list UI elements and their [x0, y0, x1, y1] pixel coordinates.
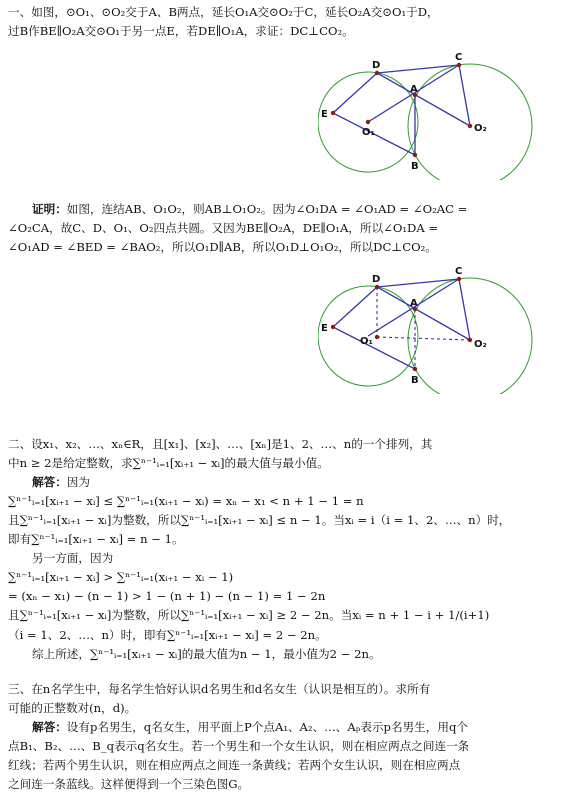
proof-line2: ∠O₂CA，故C、D、O₁、O₂四点共圆。又因为BE∥O₂A，DE∥O₁A，所以∠O₁DA =: [8, 221, 439, 235]
segment-o2-d: [377, 73, 470, 126]
answer2-line1: [8, 473, 560, 492]
label-b: B: [411, 375, 419, 386]
answer2-line2: ∑ⁿ⁻¹ᵢ₌₁[xᵢ₊₁ − xᵢ] ≤ ∑ⁿ⁻¹ᵢ₌₁(xᵢ₊₁ − xᵢ) = xₙ − x₁ < n + 1 − 1 = n: [8, 494, 364, 508]
point-o1: [375, 335, 379, 339]
problem2-line1: 二、设x₁、x₂、…、xₙ∈R，且[x₁]、[x₂]、…、[xₙ]是1、2、…、n的一个排列，其: [8, 437, 433, 451]
dashed-o1-o2: [377, 337, 470, 340]
label-o1: O₁: [360, 336, 373, 347]
point-c: [457, 277, 461, 281]
answer3-line4: 之间连一条蓝线。这样便得到一个三染色图G。: [8, 777, 250, 791]
answer2-text-1: 因为: [66, 475, 90, 489]
segment-d-e: [333, 287, 377, 327]
point-d: [375, 285, 379, 289]
point-b: [413, 153, 417, 157]
answer2-line4: 即有∑ⁿ⁻¹ᵢ₌₁[xᵢ₊₁ − xᵢ] = n − 1。: [8, 532, 184, 546]
answer2-line5: 另一方面，因为: [32, 551, 114, 565]
label-d: D: [372, 274, 381, 285]
segment-c-o2: [459, 65, 470, 126]
segment-c-o2: [459, 279, 470, 340]
answer3-text-1: 设有p名男生，q名女生，用平面上P个点A₁、A₂、…、Aₚ表示p名男生，用q个: [66, 720, 468, 734]
segment-o2-d: [377, 287, 470, 340]
label-o1: O₁: [362, 127, 375, 138]
label-e: E: [321, 323, 328, 334]
figure-1: [318, 52, 538, 180]
problem2-line2: 中n ≥ 2是给定整数，求∑ⁿ⁻¹ᵢ₌₁[xᵢ₊₁ − xᵢ]的最大值与最小值。: [8, 456, 329, 470]
point-o2: [468, 124, 472, 128]
point-b: [413, 367, 417, 371]
label-o2: O₂: [474, 123, 487, 134]
point-e: [331, 111, 335, 115]
problem3-line1: 三、在n名学生中，每名学生恰好认识d名男生和d名女生（认识是相互的）。求所有: [8, 682, 431, 696]
answer3-line2: 点B₁、B₂、…、B_q表示q名女生。若一个男生和一个女生认识，则在相应两点之间连一条: [8, 739, 470, 753]
label-o2: O₂: [474, 339, 487, 350]
point-e: [331, 325, 335, 329]
answer2-line9: （i = 1、2、…、n）时，即有∑ⁿ⁻¹ᵢ₌₁[xᵢ₊₁ − xᵢ] = 2 − 2n。: [8, 628, 327, 642]
label-c: C: [455, 266, 463, 277]
answer3-line3: 红线；若两个男生认识，则在相应两点之间连一条黄线；若两个女生认识，则在相应两点: [8, 758, 461, 772]
point-c: [457, 63, 461, 67]
segment-e-b: [333, 327, 415, 369]
problem1-line2: 过B作BE∥O₂A交⊙O₁于另一点E，若DE∥O₁A，求证：DC⊥CO₂。: [8, 24, 354, 38]
answer2-line10: 综上所述，∑ⁿ⁻¹ᵢ₌₁[xᵢ₊₁ − xᵢ]的最大值为n − 1，最小值为2 − 2n。: [32, 647, 381, 661]
label-d: D: [372, 60, 381, 71]
problem1-line1: 一、如图，⊙O₁、⊙O₂交于A、B两点，延长O₁A交⊙O₂于C，延长O₂A交⊙O₁于D，: [8, 5, 439, 19]
point-o1: [366, 120, 370, 124]
answer3-label: 解答：: [32, 720, 67, 734]
label-e: E: [321, 109, 328, 120]
proof-text-1: 如图，连结AB、O₁O₂，则AB⊥O₁O₂。因为∠O₁DA = ∠O₁AD = ∠O₂AC =: [66, 202, 468, 216]
proof-label: 证明：: [32, 202, 67, 216]
label-b: B: [411, 161, 419, 172]
problem3-line2: 可能的正整数对(n，d)。: [8, 701, 137, 715]
proof-line1: [8, 200, 560, 219]
point-o2: [468, 338, 472, 342]
answer2-line6: ∑ⁿ⁻¹ᵢ₌₁[xᵢ₊₁ − xᵢ] > ∑ⁿ⁻¹ᵢ₌₁(xᵢ₊₁ − xᵢ − 1): [8, 570, 234, 584]
label-c: C: [455, 52, 463, 63]
answer2-line7: = (xₙ − x₁) − (n − 1) > 1 − (n + 1) − (n − 1) = 1 − 2n: [8, 589, 326, 603]
answer2-line8: 且∑ⁿ⁻¹ᵢ₌₁[xᵢ₊₁ − xᵢ]为整数，所以∑ⁿ⁻¹ᵢ₌₁[xᵢ₊₁ − xᵢ] ≥ 2 − 2n。当xᵢ = n + 1 − i + 1/(i+1): [8, 608, 490, 622]
answer2-label: 解答：: [32, 475, 67, 489]
label-a: A: [410, 84, 418, 95]
segment-d-e: [333, 73, 377, 113]
answer2-line3: 且∑ⁿ⁻¹ᵢ₌₁[xᵢ₊₁ − xᵢ]为整数，所以∑ⁿ⁻¹ᵢ₌₁[xᵢ₊₁ − xᵢ] ≤ n − 1。当xᵢ = i（i = 1、2、…、n）时，: [8, 513, 511, 527]
answer3-line1: [8, 718, 560, 737]
figure-2: [318, 266, 538, 394]
circle-o2: [408, 278, 532, 394]
point-d: [375, 71, 379, 75]
label-a: A: [410, 298, 418, 309]
circle-o2: [408, 64, 532, 180]
proof-line3: ∠O₁AD = ∠BED = ∠BAO₂，所以O₁D∥AB，所以O₁D⊥O₁O₂，所以DC⊥CO₂。: [8, 240, 437, 254]
